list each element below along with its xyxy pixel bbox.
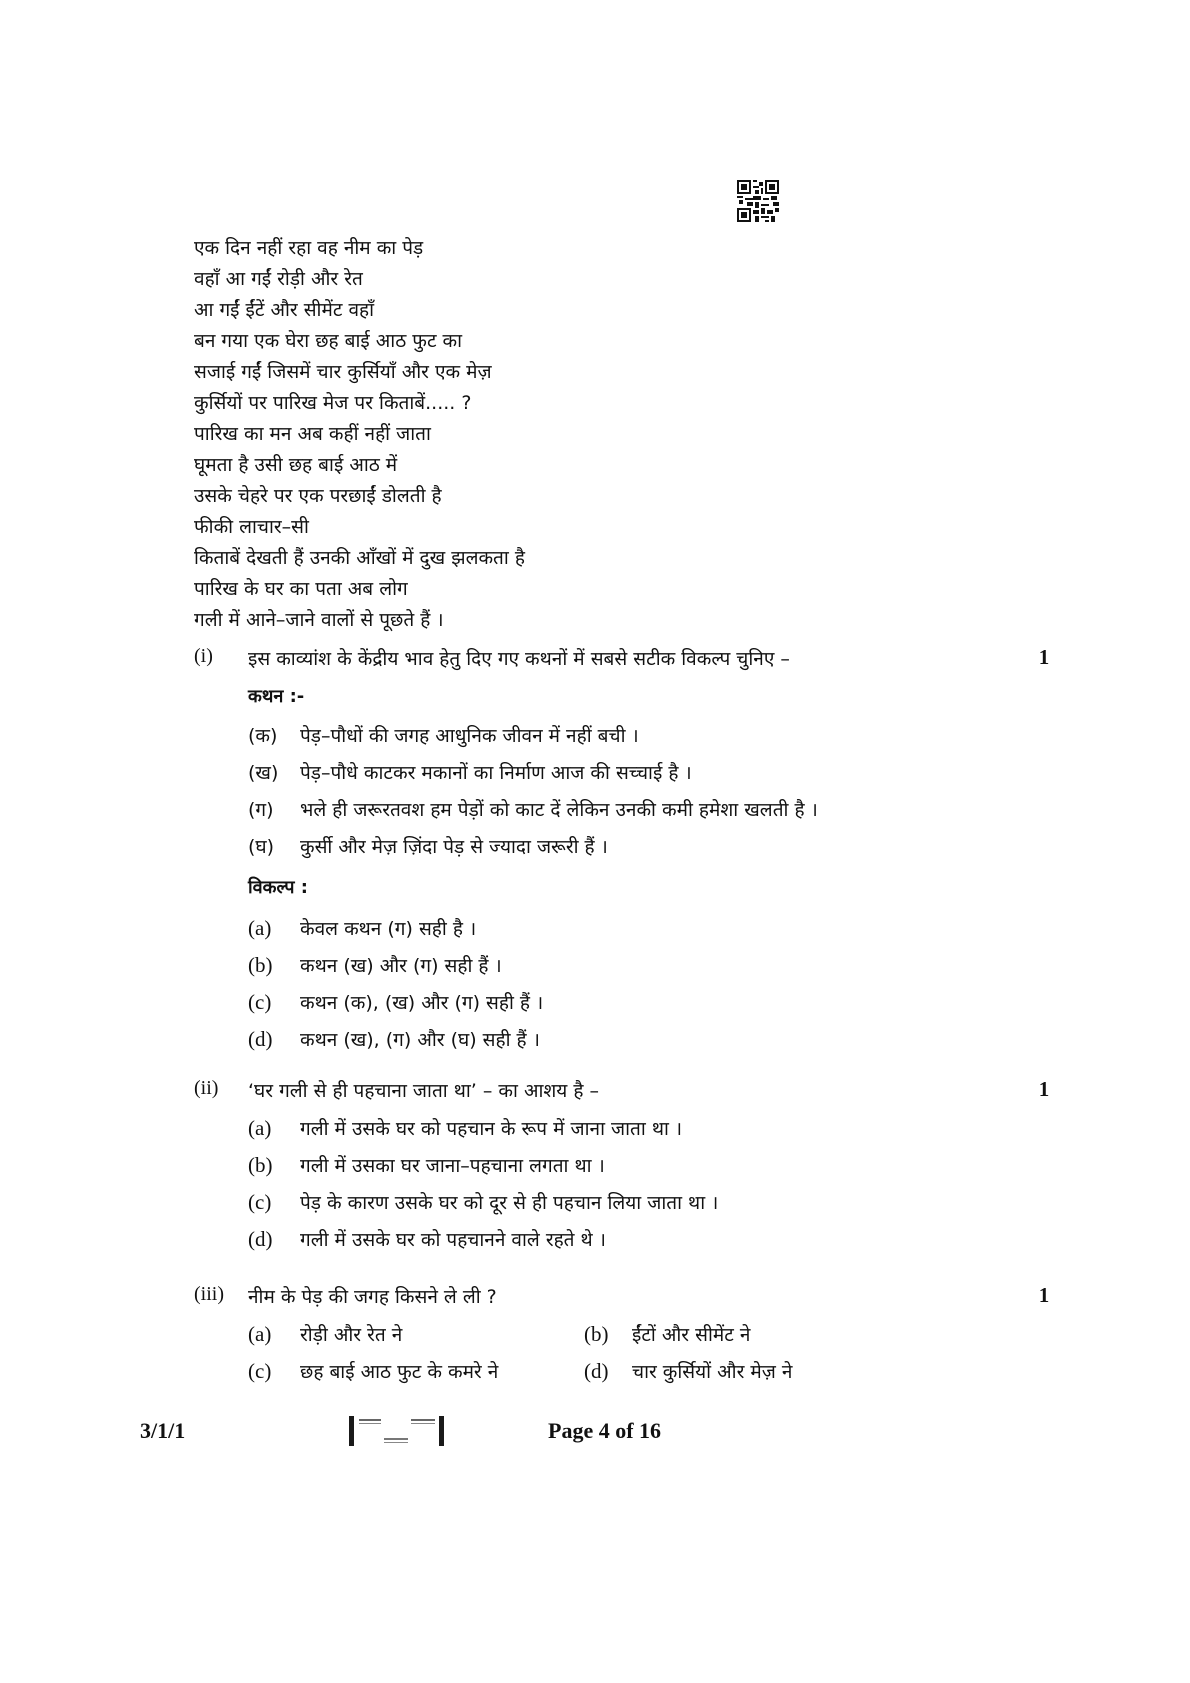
option-b[interactable]: [584, 1321, 750, 1347]
question-number: (iii): [194, 1283, 224, 1305]
page-barcode-mark: [349, 1416, 445, 1448]
option-label: (a): [248, 916, 272, 940]
option-label: (a): [248, 1116, 272, 1140]
poem-line: उसके चेहरे पर एक परछाईं डोलती है: [194, 485, 442, 507]
poem-line: सजाई गईं जिसमें चार कुर्सियाँ और एक मेज़: [194, 361, 492, 383]
statement-label: (घ): [248, 836, 275, 858]
poem-line: किताबें देखती हैं उनकी आँखों में दुख झलकता है: [194, 547, 525, 569]
option-label: (c): [248, 1190, 272, 1214]
statement-item: [248, 796, 818, 822]
poem-extract: [194, 233, 525, 636]
option-label: (c): [248, 1359, 272, 1383]
qr-code-icon: [737, 180, 779, 222]
option-a[interactable]: [248, 1321, 402, 1347]
poem-line: आ गईं ईंटें और सीमेंट वहाँ: [194, 299, 375, 321]
option-text: छह बाई आठ फुट के कमरे ने: [300, 1361, 499, 1383]
option-d[interactable]: [248, 1226, 606, 1252]
option-c[interactable]: [248, 1358, 498, 1384]
option-text: पेड़ के कारण उसके घर को दूर से ही पहचान लिया जाता था ।: [300, 1192, 719, 1214]
options-heading: विकल्प :: [248, 877, 308, 898]
poem-line: गली में आने–जाने वालों से पूछते हैं ।: [194, 609, 444, 631]
question-marks: 1: [1038, 1077, 1050, 1101]
statement-item: [248, 833, 608, 859]
option-d[interactable]: [584, 1358, 792, 1384]
option-text: कथन (क), (ख) और (ग) सही हैं ।: [300, 992, 544, 1014]
question-number: (i): [194, 645, 213, 667]
option-b[interactable]: [248, 1152, 605, 1178]
question-text: इस काव्यांश के केंद्रीय भाव हेतु दिए गए कथनों में सबसे सटीक विकल्प चुनिए –: [248, 648, 790, 670]
option-c[interactable]: [248, 989, 543, 1015]
option-label: (d): [248, 1027, 273, 1051]
poem-line: बन गया एक घेरा छह बाई आठ फुट का: [194, 330, 463, 352]
poem-line: कुर्सियों पर पारिख मेज पर किताबें..... ?: [194, 392, 472, 414]
question-text: नीम के पेड़ की जगह किसने ले ली ?: [248, 1286, 497, 1308]
option-label: (c): [248, 990, 272, 1014]
option-a[interactable]: [248, 1115, 682, 1141]
question-marks: 1: [1038, 1283, 1050, 1307]
option-label: (a): [248, 1322, 272, 1346]
option-text: गली में उसका घर जाना–पहचाना लगता था ।: [300, 1155, 605, 1177]
option-label: (d): [584, 1359, 609, 1383]
poem-line: फीकी लाचार–सी: [194, 516, 309, 538]
option-d[interactable]: [248, 1026, 540, 1052]
option-text: गली में उसके घर को पहचानने वाले रहते थे ।: [300, 1229, 606, 1251]
option-text: ईंटों और सीमेंट ने: [632, 1324, 751, 1346]
poem-line: वहाँ आ गईं रोड़ी और रेत: [194, 268, 363, 290]
poem-line: पारिख के घर का पता अब लोग: [194, 578, 408, 600]
statement-text: पेड़–पौधों की जगह आधुनिक जीवन में नहीं बची ।: [300, 725, 639, 747]
option-b[interactable]: [248, 952, 502, 978]
question-number: (ii): [194, 1077, 219, 1099]
poem-line: घूमता है उसी छह बाई आठ में: [194, 454, 398, 476]
option-label: (b): [584, 1322, 609, 1346]
statement-label: (ग): [248, 799, 274, 821]
option-text: चार कुर्सियों और मेज़ ने: [632, 1361, 793, 1383]
option-text: कथन (ख), (ग) और (घ) सही हैं ।: [300, 1029, 540, 1051]
question-marks: 1: [1038, 645, 1050, 669]
statement-text: पेड़–पौधे काटकर मकानों का निर्माण आज की सच्चाई है ।: [300, 762, 692, 784]
option-text: केवल कथन (ग) सही है ।: [300, 918, 477, 940]
option-c[interactable]: [248, 1189, 718, 1215]
option-label: (b): [248, 1153, 273, 1177]
option-a[interactable]: [248, 915, 476, 941]
option-text: रोड़ी और रेत ने: [300, 1324, 403, 1346]
statement-label: (क): [248, 725, 278, 747]
statement-item: [248, 722, 639, 748]
poem-line: एक दिन नहीं रहा वह नीम का पेड़: [194, 237, 424, 259]
statement-item: [248, 759, 692, 785]
option-label: (b): [248, 953, 273, 977]
paper-code: 3/1/1: [140, 1418, 186, 1443]
option-text: गली में उसके घर को पहचान के रूप में जाना जाता था ।: [300, 1118, 683, 1140]
statement-text: भले ही जरूरतवश हम पेड़ों को काट दें लेकिन उनकी कमी हमेशा खलती है ।: [300, 799, 818, 821]
statements-heading: कथन :-: [248, 686, 305, 707]
poem-line: पारिख का मन अब कहीं नहीं जाता: [194, 423, 431, 445]
option-label: (d): [248, 1227, 273, 1251]
statement-text: कुर्सी और मेज़ ज़िंदा पेड़ से ज्यादा जरूरी हैं ।: [300, 836, 608, 858]
statement-label: (ख): [248, 762, 279, 784]
option-text: कथन (ख) और (ग) सही हैं ।: [300, 955, 502, 977]
page-number: Page 4 of 16: [548, 1418, 662, 1443]
question-text: ‘घर गली से ही पहचाना जाता था’ – का आशय है –: [248, 1080, 599, 1102]
